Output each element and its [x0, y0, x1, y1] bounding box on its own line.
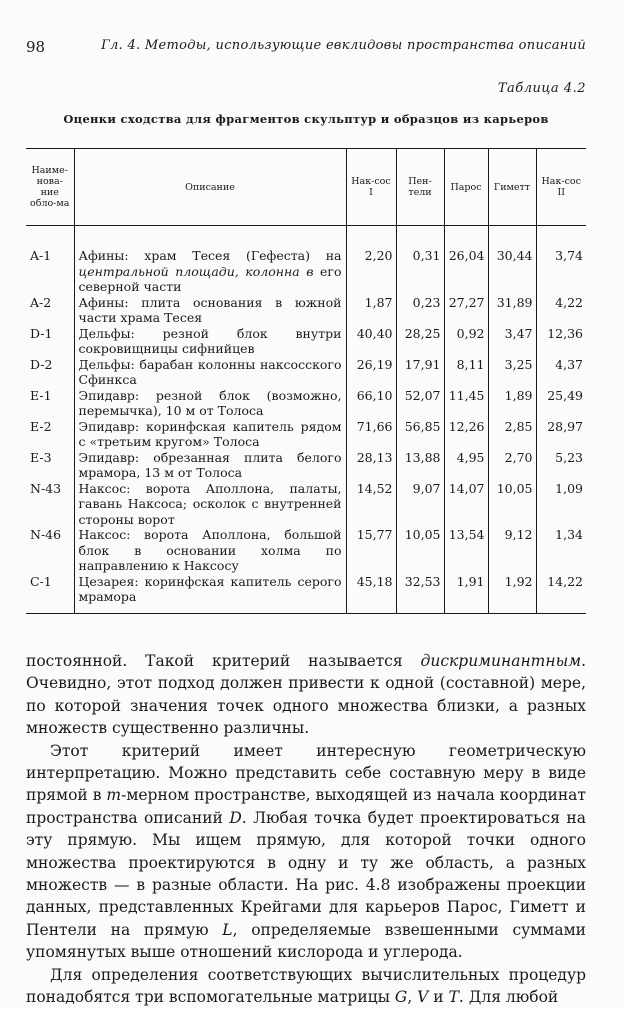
page-number: 98 [26, 38, 46, 56]
column-header: Парос [444, 149, 488, 226]
similarity-value: 28,25 [396, 326, 444, 357]
similarity-value: 3,47 [488, 326, 536, 357]
column-header: Нак-сос I [346, 149, 396, 226]
fragment-id: E-2 [30, 418, 52, 434]
similarity-value: 3,74 [536, 248, 586, 295]
fragment-description: Эпидавр: резной блок (возможно, перемычка), 10 м от Толоса [74, 388, 346, 419]
fragment-id: N-43 [30, 480, 62, 496]
similarity-value: 1,92 [488, 574, 536, 614]
column-header: Наиме-нова-ние обло-ма [26, 149, 74, 226]
similarity-value: 40,40 [346, 326, 396, 357]
similarity-value: 1,91 [444, 574, 488, 614]
similarity-value: 30,44 [488, 248, 536, 295]
fragment-description: Афины: плита основания в южной части храма Тесея [74, 295, 346, 326]
table-row [26, 481, 586, 528]
similarity-value: 71,66 [346, 419, 396, 450]
similarity-value: 2,85 [488, 419, 536, 450]
similarity-value: 26,19 [346, 357, 396, 388]
body-text [26, 650, 586, 1009]
fragment-id: N-46 [30, 527, 62, 542]
paragraph: Для определения соответствующих вычислительных процедур понадобятся три вспомогательные матрицы G, V и T. Для любой [26, 965, 586, 1007]
similarity-value: 25,49 [536, 388, 586, 419]
similarity-value: 15,77 [346, 527, 396, 574]
similarity-value: 32,53 [396, 574, 444, 614]
column-header: Нак-сос II [536, 149, 586, 226]
similarity-value: 12,26 [444, 419, 488, 450]
similarity-value: 52,07 [396, 388, 444, 419]
fragment-id: D-1 [30, 325, 53, 341]
fragment-description: Наксос: ворота Аполлона, палаты, гавань Наксоса; осколок с внутренней стороны ворот [74, 481, 346, 528]
similarity-value: 14,52 [346, 481, 396, 528]
table-row [26, 574, 586, 614]
similarity-value: 10,05 [488, 481, 536, 528]
similarity-value: 66,10 [346, 388, 396, 419]
similarity-value: 12,36 [536, 326, 586, 357]
similarity-value: 28,13 [346, 450, 396, 481]
similarity-value: 0,31 [396, 248, 444, 295]
similarity-value: 1,87 [346, 295, 396, 326]
similarity-value: 9,12 [488, 527, 536, 574]
similarity-value: 13,88 [396, 450, 444, 481]
table-header-row [26, 149, 586, 226]
similarity-value: 9,07 [396, 481, 444, 528]
similarity-value: 11,45 [444, 388, 488, 419]
fragment-description: Эпидавр: коринфская капитель рядом с «третьим кругом» Толоса [74, 419, 346, 450]
similarity-value: 1,89 [488, 388, 536, 419]
fragment-description: Дельфы: резной блок внутри сокровищницы сифнийцев [74, 326, 346, 357]
similarity-value: 56,85 [396, 419, 444, 450]
similarity-value: 4,95 [444, 450, 488, 481]
similarity-value: 1,34 [536, 527, 586, 574]
similarity-value: 14,07 [444, 481, 488, 528]
fragment-description: Наксос: ворота Аполлона, большой блок в основании холма по направлению к Наксосу [74, 527, 346, 574]
table-title: Оценки сходства для фрагментов скульптур и образцов из карьеров [63, 112, 549, 126]
fragment-id: D-2 [30, 356, 53, 372]
similarity-value: 8,11 [444, 357, 488, 388]
fragment-id: A-2 [30, 294, 52, 310]
similarity-value: 2,20 [346, 248, 396, 295]
similarity-value: 28,97 [536, 419, 586, 450]
similarity-value: 3,25 [488, 357, 536, 388]
table-row [26, 357, 586, 388]
paragraph: Этот критерий имеет интересную геометрическую интерпретацию. Можно представить себе составную меру в виде прямой в m-мерном пространстве, выходящей из начала координат пространства описаний D. Любая точка будет проектироваться на эту прямую. Мы ищем прямую, для которой точки одного множества проектируются в одну и ту же область, а разных множеств — в разные области. На рис. 4.8 изображены проекции данных, представленных Крейгами для карьеров Парос, Гиметт и Пентели на прямую L, определяемые взвешенными суммами упомянутых выше отношений кислорода и углерода. [26, 741, 586, 962]
column-header: Гиметт [488, 149, 536, 226]
column-header: Пен-тели [396, 149, 444, 226]
similarity-value: 17,91 [396, 357, 444, 388]
similarity-value: 4,22 [536, 295, 586, 326]
similarity-value: 5,23 [536, 450, 586, 481]
similarity-value: 0,92 [444, 326, 488, 357]
page-header [26, 38, 586, 60]
fragment-description: Афины: храм Тесея (Гефеста) на центральной площади, колонна в его северной части [74, 248, 346, 295]
table-row [26, 295, 586, 326]
similarity-value: 31,89 [488, 295, 536, 326]
similarity-value: 26,04 [444, 248, 488, 295]
fragment-description: Эпидавр: обрезанная плита белого мрамора, 13 м от Толоса [74, 450, 346, 481]
similarity-value: 2,70 [488, 450, 536, 481]
similarity-value: 27,27 [444, 295, 488, 326]
table-row [26, 388, 586, 419]
similarity-value: 14,22 [536, 574, 586, 614]
similarity-value: 13,54 [444, 527, 488, 574]
similarity-value: 1,09 [536, 481, 586, 528]
fragment-id: A-1 [30, 248, 52, 263]
fragment-description: Цезарея: коринфская капитель серого мрамора [74, 574, 346, 614]
table-row [26, 326, 586, 357]
similarity-value: 45,18 [346, 574, 396, 614]
paragraph: постоянной. Такой критерий называется дискриминантным. Очевидно, этот подход должен привести к одной (составной) мере, по которой значения точек одного множества близки, а разных множеств существенно различны. [26, 652, 586, 738]
table-label: Таблица 4.2 [497, 81, 586, 96]
table-row [26, 419, 586, 450]
similarity-value: 10,05 [396, 527, 444, 574]
table-row [26, 248, 586, 295]
running-title: Гл. 4. Методы, использующие евклидовы пространства описаний [101, 38, 586, 53]
fragment-description: Дельфы: барабан колонны наксосского Сфинкса [74, 357, 346, 388]
fragment-id: E-3 [30, 449, 52, 465]
fragment-id: C-1 [26, 574, 74, 614]
similarity-value: 0,23 [396, 295, 444, 326]
table-row [26, 527, 586, 574]
column-header: Описание [74, 149, 346, 226]
fragment-id: E-1 [30, 387, 52, 403]
similarity-value: 4,37 [536, 357, 586, 388]
table-row [26, 450, 586, 481]
similarity-table [26, 148, 586, 614]
